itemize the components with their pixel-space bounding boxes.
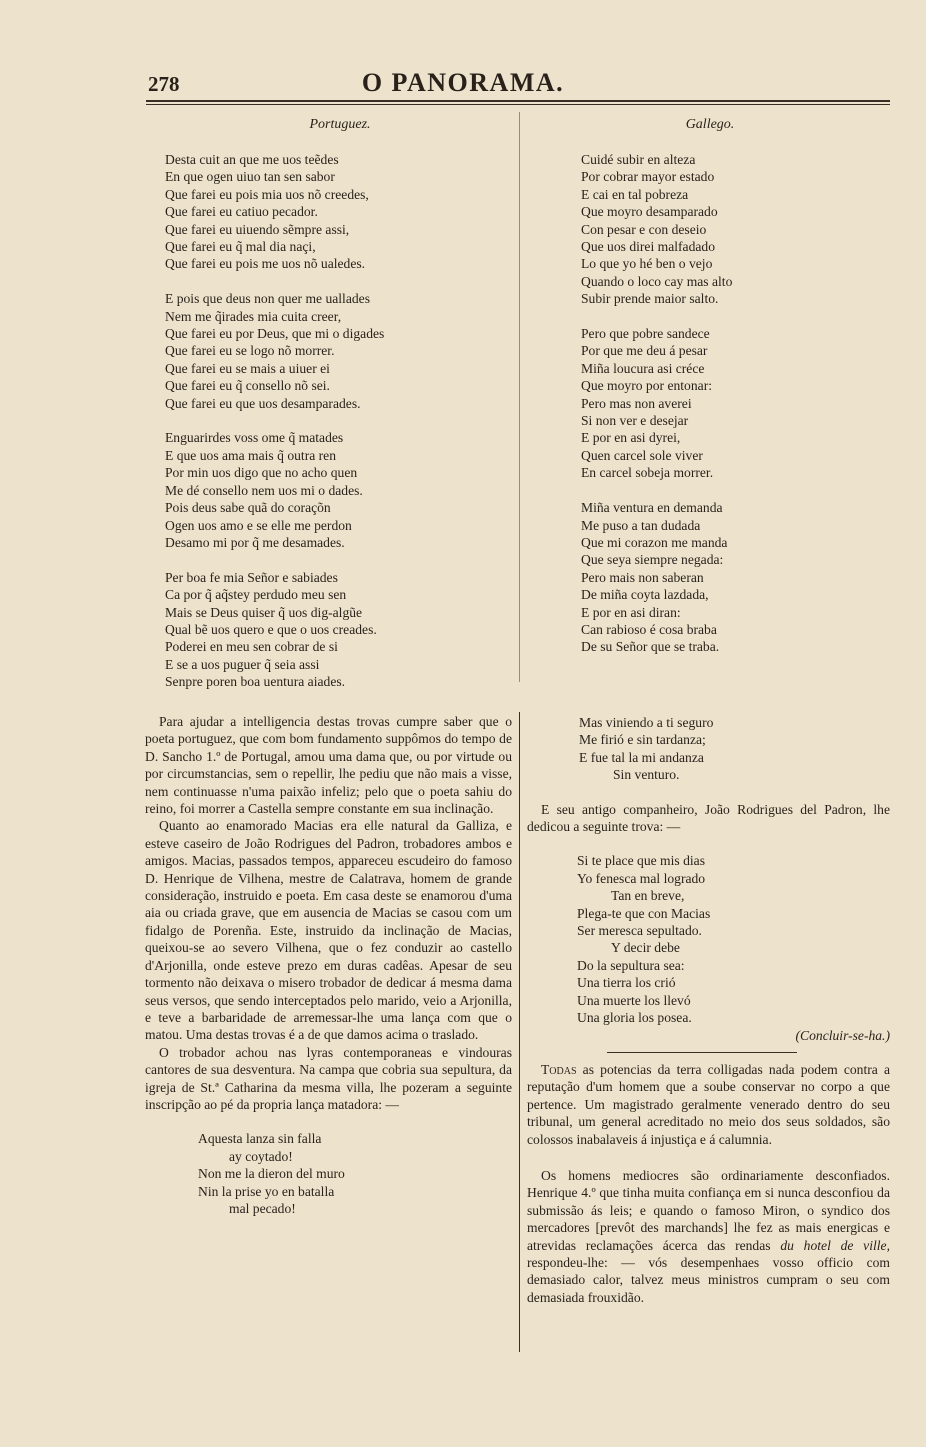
verse-line: Que farei eu q̃ consello nõ sei. — [165, 378, 330, 394]
verse-line: Nin la prise yo en batalla — [198, 1183, 335, 1199]
verse-line: Ser meresca sepultado. — [577, 923, 702, 939]
header-rule-thin — [146, 104, 890, 105]
portuguez-heading: Portuguez. — [309, 117, 371, 132]
verse-line: Que seya siempre negada: — [581, 552, 724, 568]
verse-line: E pois que deus non quer me uallades — [165, 291, 370, 307]
verse-line: En que ogen uiuo tan sen sabor — [165, 169, 335, 185]
verse-line: Mais se Deus quiser q̃ uos dig-algũe — [165, 604, 363, 620]
header-rule — [146, 100, 890, 102]
verse-line: Tan en breve, — [611, 888, 685, 904]
verse-line: Quando o loco cay mas alto — [581, 273, 733, 289]
verse-line: Miña ventura en demanda — [581, 500, 723, 516]
verse-line: Que mi corazon me manda — [581, 534, 728, 550]
verse-line: Pero que pobre sandece — [581, 326, 710, 342]
continuation-note: (Concluir-se-ha.) — [795, 1027, 890, 1043]
poem-stanza — [581, 499, 732, 656]
column-divider-top — [519, 112, 520, 682]
verse-line: Ca por q̃ aq̃stey perdudo meu sen — [165, 587, 347, 603]
gallego-poem — [581, 151, 732, 673]
verse-line: Enguarirdes voss ome q̃ matades — [165, 430, 344, 446]
poem-stanza — [581, 325, 732, 482]
verse-line: Yo fenesca mal logrado — [577, 870, 706, 886]
verse-line: E fue tal la mi andanza — [579, 749, 704, 765]
verse-line: Subir prende maior salto. — [581, 291, 719, 307]
verse-line: De miña coyta lazdada, — [581, 587, 709, 603]
verse-line: Plega-te que con Macias — [577, 905, 711, 921]
left-commentary — [145, 713, 512, 1217]
verse-line: Me dé consello nem uos mi o dades. — [165, 482, 363, 498]
verse-line: Non me la dieron del muro — [198, 1166, 345, 1182]
verse-line: De su Señor que se traba. — [581, 639, 720, 655]
paragraph: Todas as potencias da terra colligadas nada podem contra a reputação d'um homem que a soube conservar no corpo a que pertence. Um magistrado geralmente venerado dentro do seu tribunal, um general acreditado no meio dos seus soldados, são colossos inabalaveis á injustiça e á calumnia. — [527, 1061, 890, 1147]
verse-line: Ogen uos amo e se elle me perdon — [165, 517, 352, 533]
verse-line: Quen carcel sole viver — [581, 447, 703, 463]
trova-verse — [527, 852, 890, 1026]
verse-line: Can rabioso é cosa braba — [581, 621, 717, 637]
verse-line: Senpre poren boa uentura aiades. — [165, 674, 346, 690]
verse-line: E por en asi dyrei, — [581, 430, 681, 446]
verse-line: Cuidé subir en alteza — [581, 152, 696, 167]
lead-word: Todas — [541, 1061, 577, 1077]
verse-line: Una muerte los llevó — [577, 992, 691, 1008]
column-divider-bottom — [519, 712, 520, 1352]
verse-line: Una tierra los crió — [577, 975, 676, 991]
verse-line: En carcel sobeja morrer. — [581, 465, 714, 481]
verse-line: Con pesar e con deseio — [581, 221, 707, 237]
verse-line: Nem me q̃irades mia cuita creer, — [165, 308, 342, 324]
verse-line: Que farei eu se mais a uiuer ei — [165, 360, 330, 376]
verse-line: Me firió e sin tardanza; — [579, 732, 706, 748]
verse-line: Que farei eu por Deus, que mi o digades — [165, 326, 385, 342]
paragraph: Quanto ao enamorado Macias era elle natural da Galliza, e esteve caseiro de João Rodrigues del Padron, trobadores ambos e amigos. Macias, passados tempos, appareceu escudeiro do famoso D. Henrique de Vilhena, mestre de Calatrava, homem de grande consideração, instruido e poeta. Em casa deste se enamorou d'uma aia ou criada grave, que em ausencia de Macias se casou com um fidalgo de Porenña. Este, instruido da inclinação de Macias, queixou-se ao severo Vilhena, que o fez conduzir ao castello d'Arjonilla, onde esteve prezo em duras cadêas. Apesar de seu tormento não deixava o misero trobador de dedicar á mesma dama seus versos, que sendo interceptados pelo marido, veio a Arjonilla, e teve a barbaridade de arremessar-lhe uma lança com que o matou. Uma destas trovas é a de que damos acima o traslado. — [145, 818, 512, 1043]
verse-line: Que farei eu pois me uos nõ ualedes. — [165, 256, 366, 272]
verse-line: mal pecado! — [229, 1200, 296, 1216]
inscription-verse — [145, 1130, 512, 1217]
verse-line: Que farei eu q̃ mal dia naçi, — [165, 239, 316, 255]
verse-line: E se a uos puguer q̃ seia assi — [165, 656, 320, 672]
verse-line: Si non ver e desejar — [581, 413, 689, 429]
verse-line: Desamo mi por q̃ me desamades. — [165, 534, 345, 550]
verse-line: E por en asi diran: — [581, 604, 681, 620]
verse-line: Que farei eu pois mia uos nõ creedes, — [165, 186, 369, 202]
verse-line: Per boa fe mia Señor e sabiades — [165, 569, 338, 585]
verse-line: Lo que yo hé ben o vejo — [581, 256, 713, 272]
paragraph: Os homens mediocres são ordinariamente desconfiados. Henrique 4.º que tinha muita confiança em si nunca desconfiou da submissão ás leis; e quando o famoso Miron, o syndico dos mercadores [prevôt des marchands] lhe fez as mais energicas e atrevidas reclamações ácerca das rendas du hotel de ville, respondeu-lhe: — vós desempenhaes vosso officio com demasiado calor, talvez meus ministros cumpram o seu com demasiada frouxidão. — [527, 1167, 890, 1305]
verse-line: Mas viniendo a ti seguro — [579, 715, 714, 730]
verse-line: Si te place que mis dias — [577, 853, 705, 869]
verse-line: Que farei eu uiuendo sẽmpre assi, — [165, 221, 350, 237]
verse-line: Pero mas non averei — [581, 395, 692, 411]
verse-line: Que uos direi malfadado — [581, 239, 716, 255]
verse-line: E que uos ama mais q̃ outra ren — [165, 447, 337, 463]
verse-line: Que farei eu se logo nõ morrer. — [165, 343, 335, 359]
verse-line: Miña loucura asi créce — [581, 360, 705, 376]
verse-line: ay coytado! — [229, 1148, 293, 1164]
verse-line: Que farei eu catiuo pecador. — [165, 204, 318, 220]
verse-line: Qual bẽ uos quero e que o uos creades. — [165, 621, 377, 637]
verse-line: Que moyro por entonar: — [581, 378, 712, 394]
verse-line: Desta cuit an que me uos teẽdes — [165, 152, 339, 167]
paragraph: E seu antigo companheiro, João Rodrigues del Padron, lhe dedicou a seguinte trova: — — [527, 801, 890, 835]
verse-line: Que farei eu que uos desamparades. — [165, 395, 361, 411]
paragraph: O trobador achou nas lyras contemporaneas e vindouras cantores de sua desventura. Na campa que cobria sua sepultura, da igreja de St.ª Catharina da mesma villa, lhe pozeram a seguinte inscripção ao pé da propria lança matadora: — — [145, 1044, 512, 1112]
verse-line: Pero mais non saberan — [581, 569, 704, 585]
poem-stanza — [165, 151, 384, 273]
verse-line: Pois deus sabe quã do coraçõn — [165, 500, 331, 516]
paragraph: Para ajudar a intelligencia destas trovas cumpre saber que o poeta portuguez, que com bom fundamento suppômos do tempo de D. Sancho 1.º de Portugal, amou uma dama que, ou por virtude ou por circumstancias, sem o repellir, lhe pediu que não mais a visse, nem continuasse n'uma paixão infeliz; pelo que o poeta sahiu do reino, foi morrer a Castella sempre constante em sua inclinação. — [145, 714, 512, 817]
masthead-title: O PANORAMA. — [361, 68, 565, 97]
verse-line: Por min uos digo que no acho quen — [165, 465, 358, 481]
verse-line: Por cobrar mayor estado — [581, 169, 715, 185]
poem-stanza — [581, 151, 732, 308]
portuguez-poem — [165, 151, 384, 708]
verse-line: Que moyro desamparado — [581, 204, 718, 220]
macias-verse — [527, 714, 890, 784]
page-number: 278 — [148, 72, 180, 96]
verse-line: Sin venturo. — [613, 767, 680, 783]
verse-line: E cai en tal pobreza — [581, 186, 689, 202]
right-commentary — [527, 714, 890, 1306]
section-rule — [607, 1052, 797, 1053]
poem-stanza — [165, 429, 384, 551]
verse-line: Y decir debe — [611, 940, 680, 956]
gallego-heading: Gallego. — [685, 117, 735, 132]
verse-line: Poderei en meu sen cobrar de si — [165, 639, 338, 655]
verse-line: Me puso a tan dudada — [581, 517, 701, 533]
verse-line: Do la sepultura sea: — [577, 957, 685, 973]
verse-line: Por que me deu á pesar — [581, 343, 708, 359]
poem-stanza — [165, 290, 384, 412]
verse-line: Aquesta lanza sin falla — [198, 1131, 322, 1147]
verse-line: Una gloria los posea. — [577, 1010, 692, 1026]
poem-stanza — [165, 569, 384, 691]
